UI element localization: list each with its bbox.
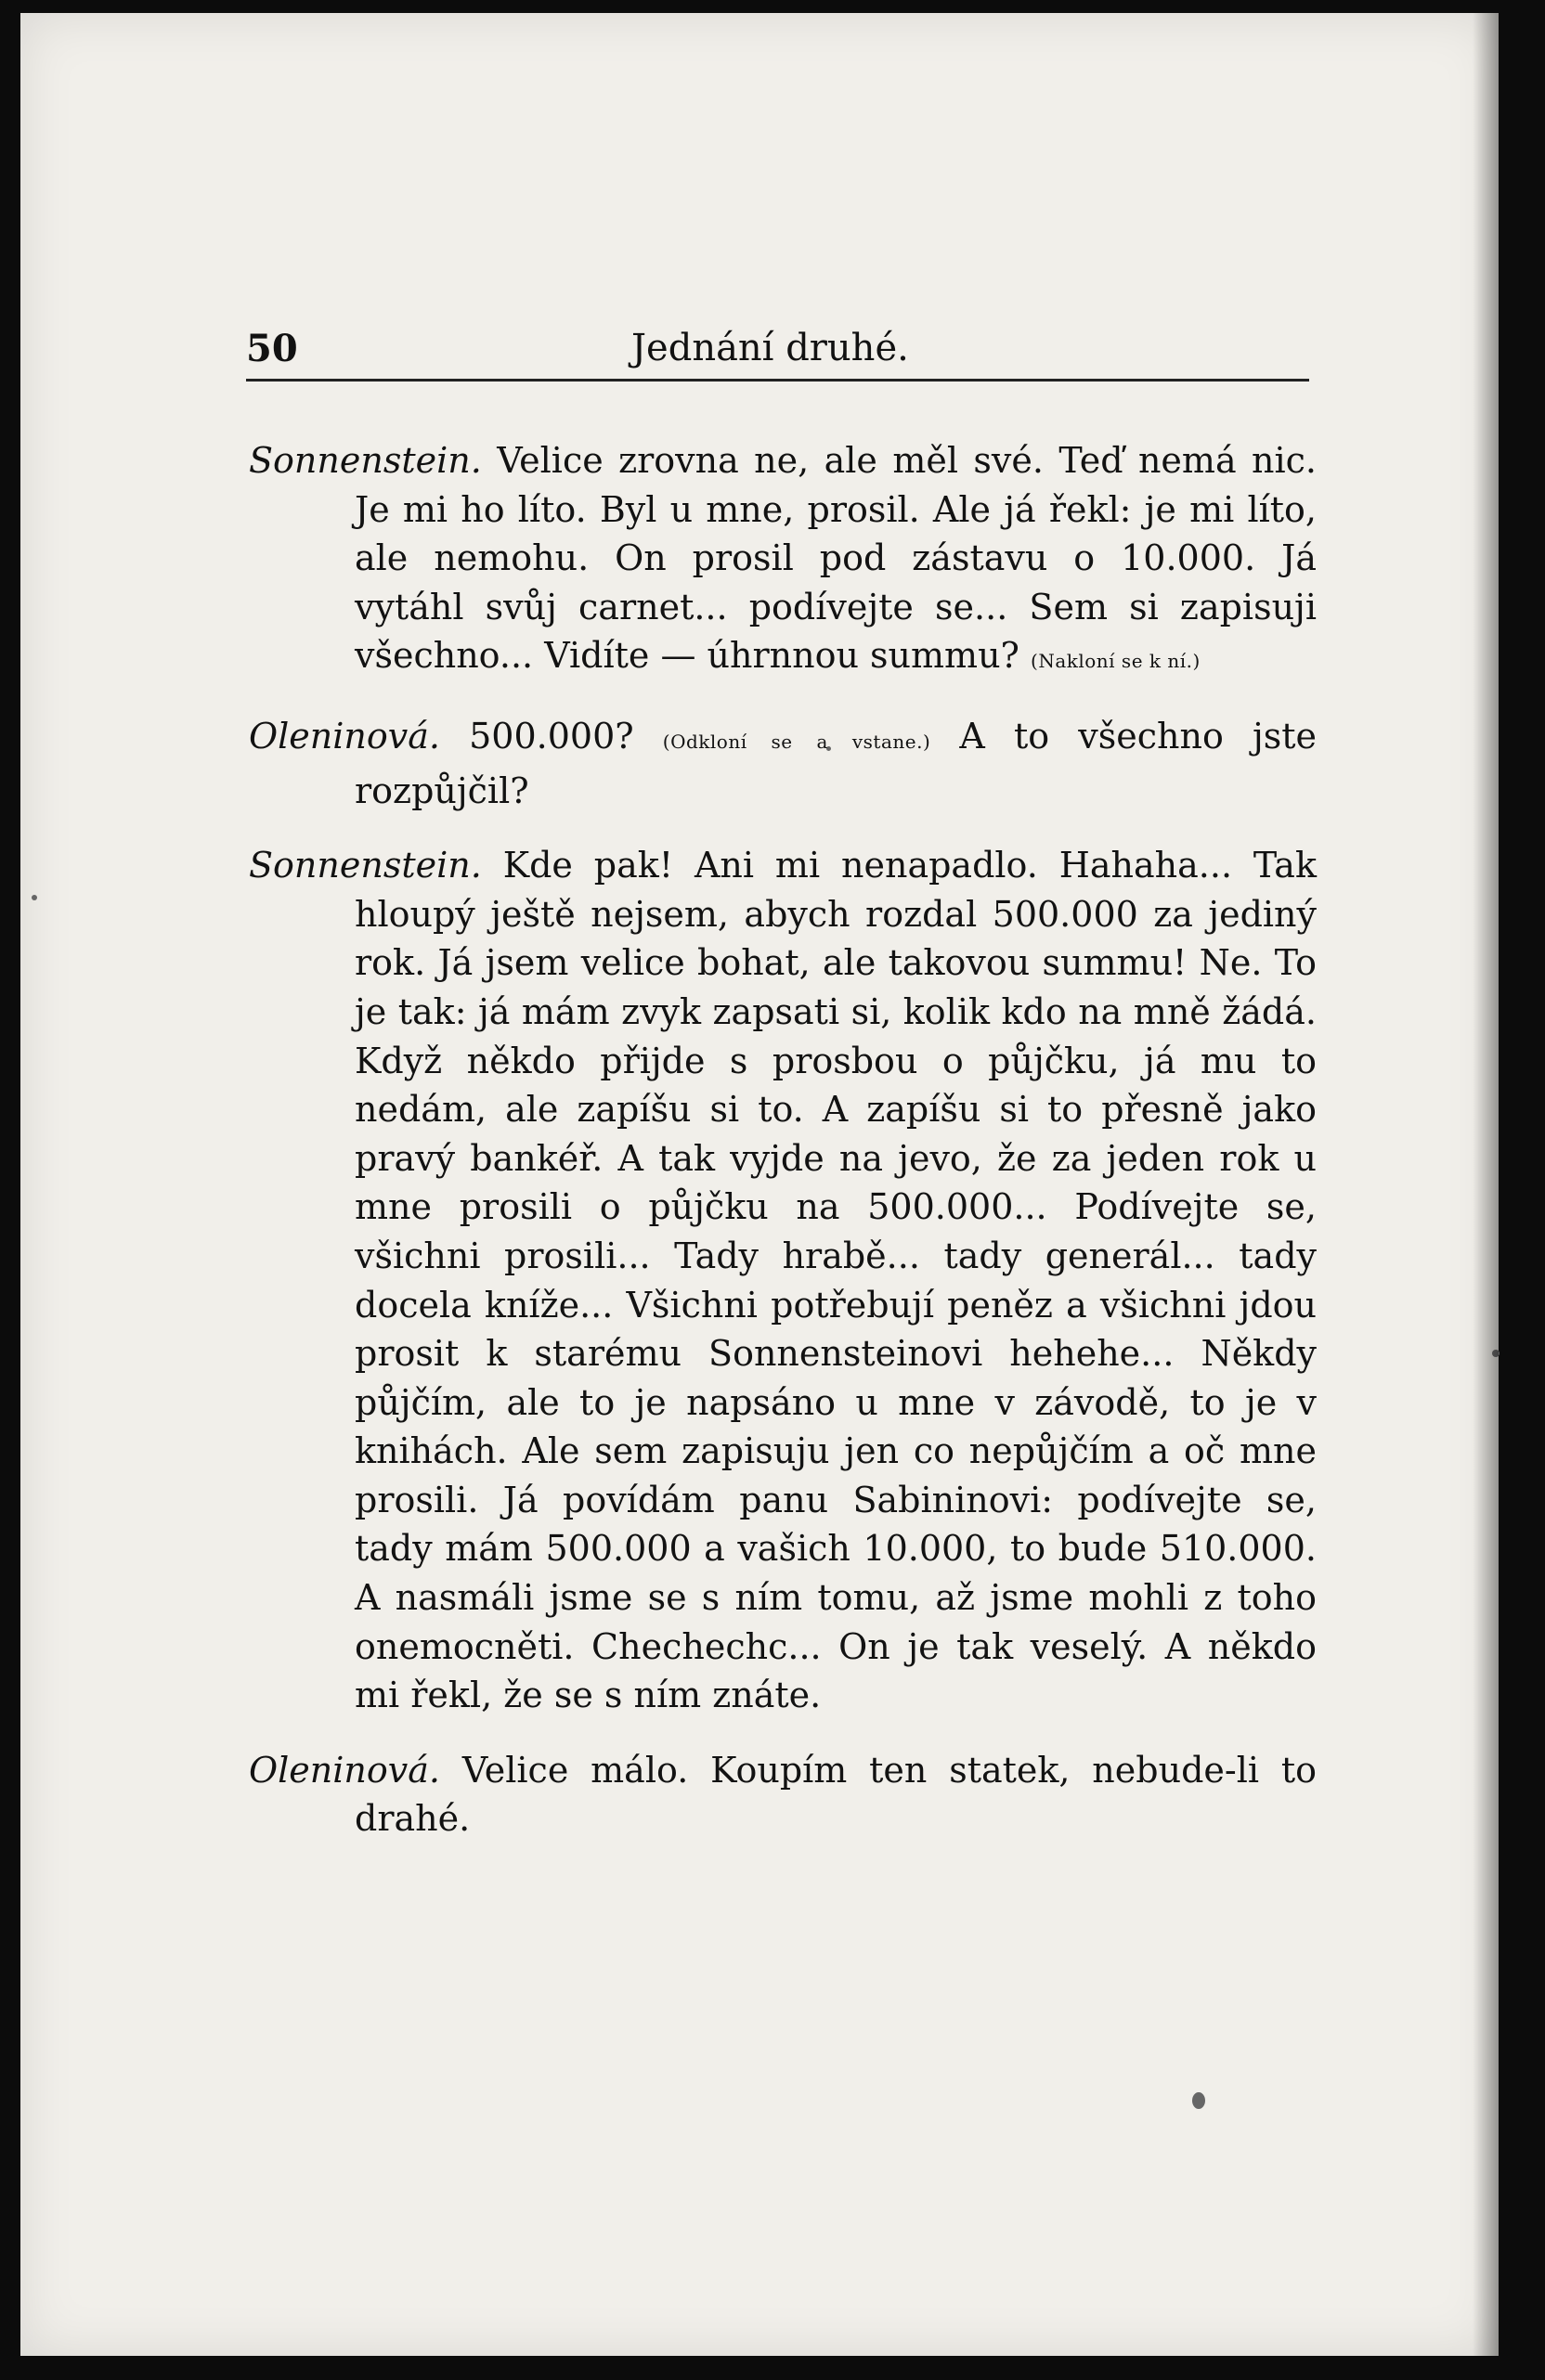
binding-shadow: [1473, 13, 1499, 2356]
speech-3: [249, 841, 1317, 1720]
speaker-name: Oleninová.: [249, 1749, 440, 1791]
running-title: Jednání druhé.: [631, 327, 909, 369]
page-number: 50: [246, 327, 298, 370]
speech-text: Kde pak! Ani mi nenapadlo. Hahaha... Tak hloupý ještě nejsem, abych rozdal 500.000 za jediný rok. Já jsem velice bohat, ale takovou summu! Ne. To je tak: já mám zvyk zapsati si, kolik kdo na mně žádá. Když někdo přijde s prosbou o půjčku, já mu to nedám, ale zapíšu si to. A zapíšu si to přesně jako pravý bankéř. A tak vyjde na jevo, že za jeden rok u mne prosili o půjčku na 500.000... Podívejte se, všichni prosili... Tady hrabě... tady generál... tady docela kníže... Všichni potřebují peněz a všichni jdou prosit k starému Sonnensteinovi hehehe... Někdy půjčím, ale to je napsáno u mne v závodě, to je v knihách. Ale sem zapisuju jen co nepůjčím a oč mne prosili. Já povídám panu Sabininovi: podívejte se, tady mám 500.000 a vašich 10.000, to bude 510.000. A nasmáli jsme se s ním tomu, až jsme mohli z toho onemocněti. Chechechc... On je tak veselý. A někdo mi řekl, že se s ním znáte.: [355, 845, 1317, 1716]
speech-text: Velice zrovna ne, ale měl své. Teď nemá nic. Je mi ho líto. Byl u mne, prosil. Ale já řekl: je mi líto, ale nemohu. On prosil pod zástavu o 10.000. Já vytáhl svůj carnet... podívejte se... Sem si zapisuji všechno... Vidíte — úhrnnou summu?: [355, 440, 1317, 677]
speech-1: [249, 436, 1317, 686]
speech-4: [249, 1746, 1317, 1843]
stage-direction: (Odkloní se a vstane.): [662, 730, 931, 753]
dialogue-body: [249, 436, 1317, 1843]
speech-text-continued: A to všechno jste rozpůjčil?: [355, 715, 1317, 811]
page-header: [246, 316, 1314, 381]
stage-direction: (Nakloní se k ní.): [1031, 650, 1201, 673]
speech-text: 500.000?: [469, 715, 634, 757]
speaker-name: Sonnenstein.: [249, 440, 482, 481]
speaker-name: Oleninová.: [249, 715, 440, 757]
header-rule: [246, 379, 1309, 382]
speech-2: [249, 712, 1317, 815]
speaker-name: Sonnenstein.: [249, 845, 482, 886]
speech-text: Velice málo. Koupím ten statek, nebude-li to drahé.: [355, 1749, 1317, 1840]
